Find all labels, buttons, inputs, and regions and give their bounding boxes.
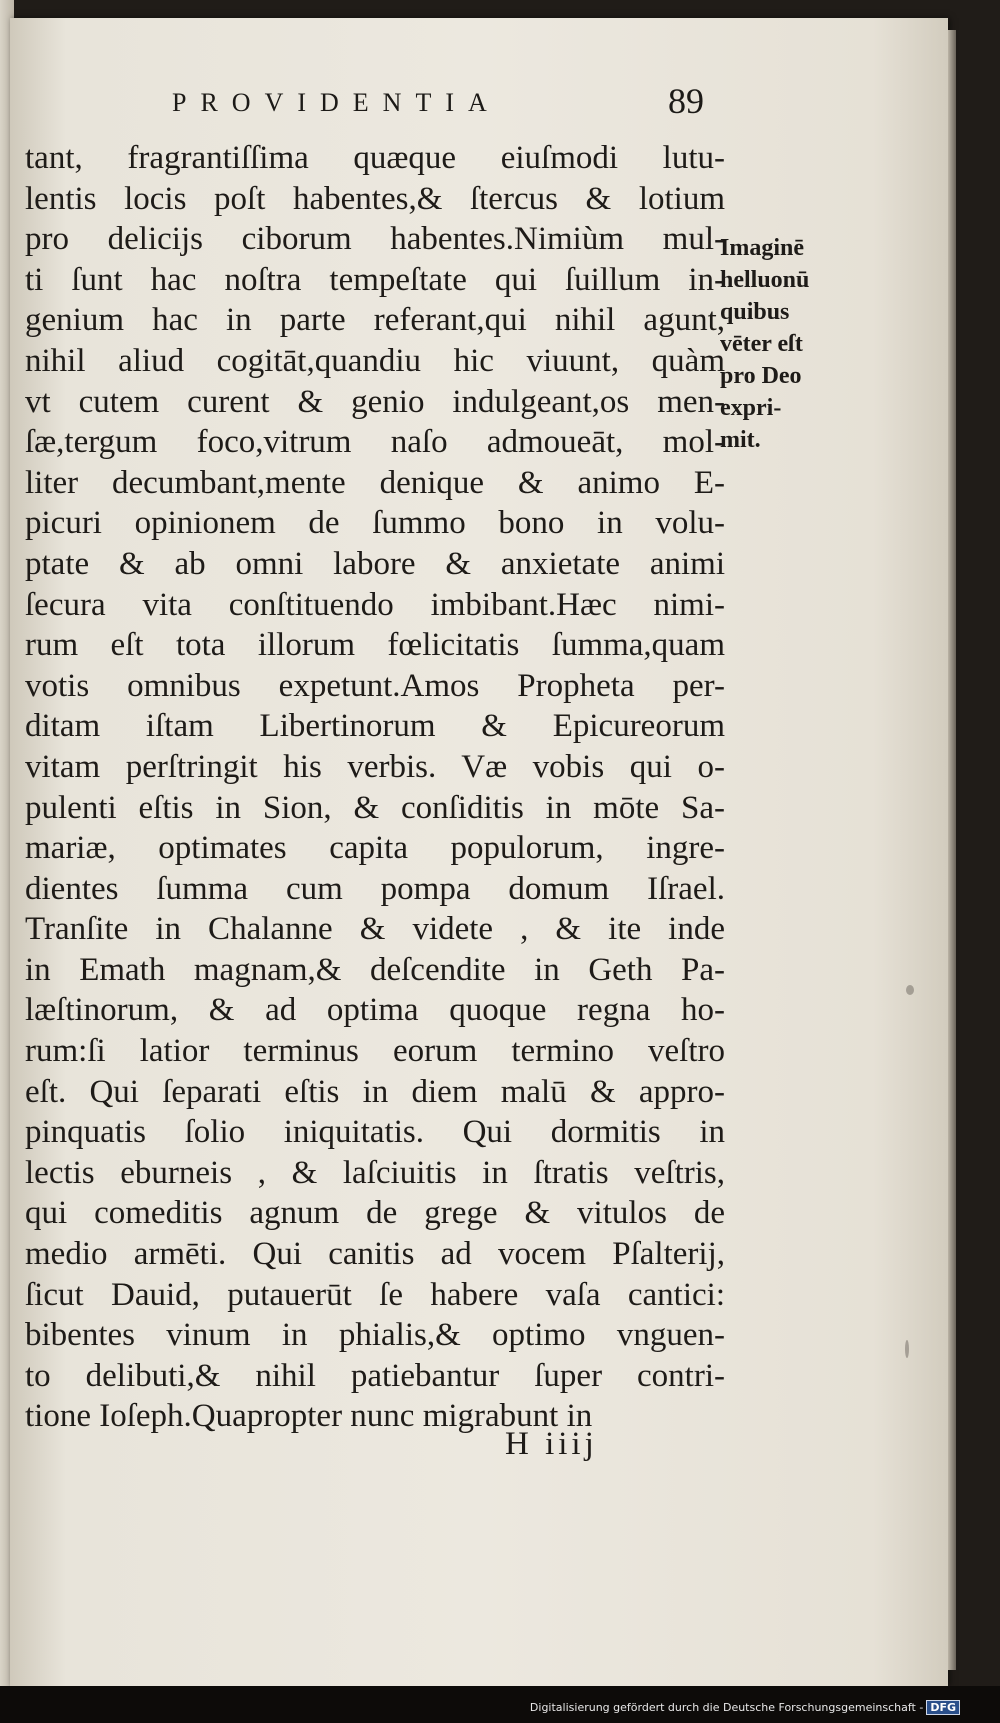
text-line: rum eſt tota illorum fœlicitatis ſumma,quam bbox=[25, 627, 725, 664]
text-line: pro delicijs ciborum habentes.Nimiùm mul- bbox=[25, 221, 725, 258]
footer-text: Digitalisierung gefördert durch die Deutsche Forschungsgemeinschaft - bbox=[529, 1701, 924, 1714]
margin-note bbox=[720, 232, 840, 456]
text-line: genium hac in parte referant,qui nihil agunt, bbox=[25, 302, 725, 339]
text-line: medio armēti. Qui canitis ad vocem Pſalterij, bbox=[25, 1236, 725, 1273]
running-head: PROVIDENTIA bbox=[172, 88, 501, 117]
text-line: ſæ,tergum foco,vitrum naſo admoueāt, mol- bbox=[25, 424, 725, 461]
margin-note-line: quibus bbox=[720, 299, 790, 325]
text-line: læſtinorum, & ad optima quoque regna ho- bbox=[25, 992, 725, 1029]
text-line: ſicut Dauid, putauerūt ſe habere vaſa cantici: bbox=[25, 1276, 725, 1313]
text-line: vt cutem curent & genio indulgeant,os men- bbox=[25, 383, 725, 420]
text-line: picuri opinionem de ſummo bono in volu- bbox=[25, 505, 725, 542]
text-line: Tranſite in Chalanne & videte , & ite inde bbox=[25, 911, 725, 948]
margin-note-line: vēter eſt bbox=[720, 331, 803, 357]
text-line: dientes ſumma cum pompa domum Iſrael. bbox=[25, 870, 725, 907]
text-line: ditam iſtam Libertinorum & Epicureorum bbox=[25, 708, 725, 745]
ink-spot bbox=[906, 985, 914, 995]
margin-note-line: helluonū bbox=[720, 267, 810, 293]
margin-note-line: pro Deo bbox=[720, 363, 802, 389]
text-line: ſecura vita conſtituendo imbibant.Hæc nimi- bbox=[25, 586, 725, 623]
text-line: rum:ſi latior terminus eorum termino veſtro bbox=[25, 1033, 725, 1070]
text-line: lectis eburneis , & laſciuitis in ſtratis veſtris, bbox=[25, 1154, 725, 1191]
text-line: pulenti eſtis in Sion, & conſiditis in mōte Sa- bbox=[25, 789, 725, 826]
text-line: liter decumbant,mente denique & animo E- bbox=[25, 464, 725, 501]
text-line: ti ſunt hac noſtra tempeſtate qui ſuillum in- bbox=[25, 261, 725, 298]
text-line: tant, fragrantiſſima quæque eiuſmodi lutu- bbox=[25, 140, 725, 176]
ink-spot bbox=[905, 1340, 909, 1358]
text-line: votis omnibus expetunt.Amos Propheta per- bbox=[25, 667, 725, 704]
text-line: eſt. Qui ſeparati eſtis in diem malū & appro- bbox=[25, 1073, 725, 1110]
text-line: qui comeditis agnum de grege & vitulos de bbox=[25, 1195, 725, 1232]
text-line: tione Ioſeph.Quapropter nunc migrabunt in bbox=[25, 1398, 593, 1435]
text-line: pinquatis ſolio iniquitatis. Qui dormitis in bbox=[25, 1114, 725, 1151]
page-edge-shadow bbox=[948, 30, 956, 1670]
margin-note-line: Imaginē bbox=[720, 235, 804, 261]
signature-mark: H iiij bbox=[505, 1426, 598, 1462]
text-line: lentis locis poſt habentes,& ſtercus & lotium bbox=[25, 180, 725, 217]
text-line: vitam perſtringit his verbis. Væ vobis qui o- bbox=[25, 748, 725, 785]
margin-note-line: mit. bbox=[720, 427, 761, 453]
digitization-footer bbox=[530, 1700, 960, 1715]
text-line: nihil aliud cogitāt,quandiu hic viuunt, quàm bbox=[25, 342, 725, 379]
margin-note-line: expri- bbox=[720, 395, 782, 421]
text-line: ptate & ab omni labore & anxietate animi bbox=[25, 545, 725, 582]
text-line: mariæ, optimates capita populorum, ingre- bbox=[25, 830, 725, 867]
page-number: 89 bbox=[668, 81, 704, 121]
text-line: in Emath magnam,& deſcendite in Geth Pa- bbox=[25, 951, 725, 988]
body-text bbox=[25, 138, 725, 1437]
text-line: to delibuti,& nihil patiebantur ſuper contri- bbox=[25, 1357, 725, 1394]
dfg-logo: DFG bbox=[926, 1700, 960, 1715]
text-line: bibentes vinum in phialis,& optimo vnguen- bbox=[25, 1317, 725, 1354]
